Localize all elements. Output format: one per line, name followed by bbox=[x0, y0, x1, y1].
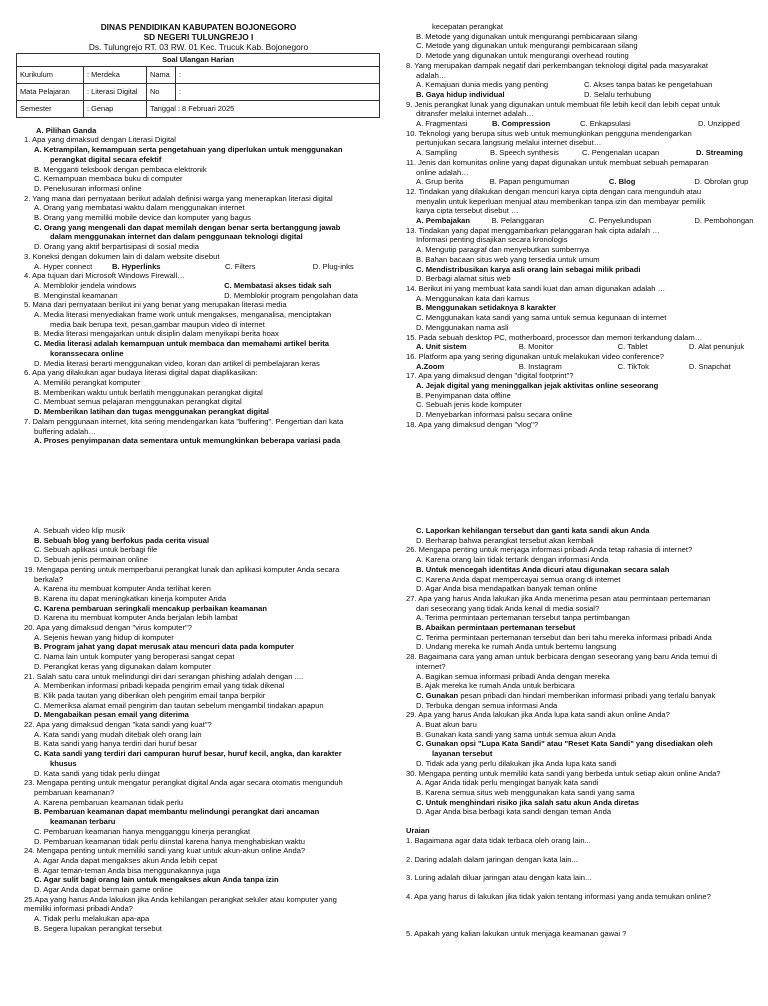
question-line: 2. Daring adalah dalam jaringan dengan kata lain... bbox=[406, 854, 578, 864]
answer-option: D. Unzipped bbox=[698, 119, 740, 129]
answer-line: C. Membuat semua pelajaran menggunakan perangkat digital bbox=[34, 397, 242, 407]
question-line: Uraian bbox=[406, 826, 430, 836]
answer-line: D. Agar Anda bisa berbagi kata sandi dengan teman Anda bbox=[416, 807, 612, 817]
answer-option: A. Hyper connect bbox=[34, 261, 93, 271]
answer-option: C. Pengenalan ucapan bbox=[582, 148, 660, 158]
answer-line: D. Menyebarkan informasi palsu secara online bbox=[416, 410, 573, 420]
question-line: 25.Apa yang harus Anda lakukan jika Anda kehilangan perangkat seluler atau komputer yang bbox=[24, 894, 337, 904]
answer-line: adalah… bbox=[416, 70, 447, 80]
answer-option-correct: C. Blog bbox=[608, 177, 636, 187]
question-line: 14. Berikut ini yang membuat kata sandi kuat dan aman digunakan adalah … bbox=[406, 283, 666, 293]
answer-options-row bbox=[398, 148, 758, 158]
answer-line-correct: C. Kata sandi yang terdiri dari campuran huruf besar, huruf kecil, angka, dan karakter bbox=[34, 749, 342, 759]
question-line: 19. Mengapa penting untuk memperbarui perangkat lunak dan aplikasi komputer Anda secara bbox=[24, 564, 340, 574]
answer-option: C. Penyelundupan bbox=[589, 216, 652, 226]
answer-line-correct: C. Mendistribusikan karya asli orang lain sebagai milik pribadi bbox=[416, 264, 641, 274]
question-line: 2. Yang mana dari pernyataan berikut adalah definisi warga yang menerapkan literasi digital bbox=[24, 193, 333, 203]
answer-line: A. Tidak perlu melakukan apa-apa bbox=[34, 914, 150, 924]
answer-options-row bbox=[398, 119, 758, 129]
column-3 bbox=[16, 526, 388, 934]
answer-line: B. Karena itu dapat meningkatkan kinerja komputer Anda bbox=[34, 593, 227, 603]
answer-line-correct: C. Karena pembaruan seringkali mencakup perbaikan keamanan bbox=[34, 603, 267, 613]
answer-option-correct: A.Zoom bbox=[416, 361, 445, 371]
answer-option: A. Fragmentasi bbox=[416, 119, 468, 129]
answer-line: A. Mengutip paragraf dan menyebutkan sumbernya bbox=[416, 245, 590, 255]
section-a-title: A. Pilihan Ganda bbox=[36, 125, 97, 135]
answer-line: B. Kata sandi yang hanya terdiri dari huruf besar bbox=[34, 739, 197, 749]
answer-line: B. Memberikan waktu untuk berlatih menggunakan perangkat digital bbox=[34, 387, 263, 397]
answer-line: C. Pembaruan keamanan hanya mengganggu kinerja perangkat bbox=[34, 826, 251, 836]
answer-line-correct: C. Orang yang mengenali dan dapat memilah dengan benar serta bertanggung jawab bbox=[34, 222, 341, 232]
answer-line-correct: B. Menggunakan setidaknya 8 karakter bbox=[416, 303, 557, 313]
question-line: 5. Mana dari pernyataan berikut ini yang benar yang merupakan literasi media bbox=[24, 300, 287, 310]
answer-line: A. Karena pembaruan keamanan tidak perlu bbox=[34, 797, 184, 807]
answer-line: A. Sebuah video klip musik bbox=[34, 526, 126, 535]
question-line: 11. Jenis dari komunitas online yang dapat digunakan untuk membuat sebuah pemaparan bbox=[406, 157, 709, 167]
answer-line: karya cipta tersebut disebut … bbox=[416, 206, 519, 216]
answer-option: B. Speech synthesis bbox=[490, 148, 559, 158]
column-4-questions bbox=[398, 526, 758, 938]
kurikulum-label: Kurikulum bbox=[17, 66, 84, 83]
answer-line: C. Metode yang digunakan untuk mengurangi pembicaraan silang bbox=[416, 41, 638, 51]
no-label: No bbox=[147, 83, 176, 100]
answer-line: berkala? bbox=[34, 574, 64, 584]
answer-line: B. Gunakan kata sandi yang sama untuk semua akun Anda bbox=[416, 729, 616, 739]
answer-line: D. Penelusuran informasi online bbox=[34, 183, 142, 193]
question-line: 23. Mengapa penting untuk mengatur perangkat digital Anda agar secara otomatis mengunduh bbox=[24, 778, 343, 788]
answer-line: A. Memberikan informasi pribadi kepada pengirim email yang tidak dikenal bbox=[34, 681, 285, 691]
answer-option: B. Monitor bbox=[518, 342, 554, 352]
answer-line: online adalah… bbox=[416, 167, 469, 177]
header-address: Ds. Tulungrejo RT. 03 RW. 01 Kec. Trucuk Kab. Bojonegoro bbox=[88, 42, 309, 52]
answer-option: C. TikTok bbox=[617, 361, 649, 371]
answer-option: A. Kemajuan dunia medis yang penting bbox=[416, 80, 549, 90]
answer-option: B. Pelanggaran bbox=[491, 216, 544, 226]
answer-option: D. Plug-inks bbox=[312, 261, 354, 271]
answer-option: A. Sampling bbox=[416, 148, 457, 158]
answer-line: C. Sebuah aplikasi untuk berbagi file bbox=[34, 545, 158, 555]
answer-option: B. Instagram bbox=[518, 361, 562, 371]
spacer bbox=[398, 883, 758, 892]
question-line: 4. Apa tujuan dari Microsoft Windows Firewall… bbox=[24, 271, 185, 281]
answer-line: D. Undang mereka ke rumah Anda untuk bertemu langsung bbox=[416, 642, 617, 652]
answer-line: pembaruan keamanan? bbox=[34, 787, 115, 797]
answer-line: D. Berharap bahwa perangkat tersebut akan kembali bbox=[416, 535, 594, 545]
answer-line: C. Memeriksa alamat email pengirim dan tautan sebelum mengambil tindakan apapun bbox=[34, 700, 324, 710]
column-2-questions bbox=[398, 22, 758, 430]
header-agency: DINAS PENDIDIKAN KABUPATEN BOJONEGORO bbox=[100, 22, 297, 32]
answer-option: B. Menginstal keamanan bbox=[34, 290, 118, 300]
question-line: 29. Apa yang harus Anda lakukan jika Anda lupa kata sandi akun online Anda? bbox=[406, 710, 670, 720]
answer-line: B. Orang yang memiliki mobile device dan komputer yang bagus bbox=[34, 213, 251, 223]
mapel-value: : Literasi Digital bbox=[84, 83, 147, 100]
header-school: SD NEGERI TULUNGREJO I bbox=[143, 32, 254, 42]
answer-option: D. Memblokir program pengolahan data bbox=[224, 290, 358, 300]
semester-label: Semester bbox=[17, 100, 84, 117]
nama-value: : bbox=[176, 66, 380, 83]
answer-option-correct: C. Membatasi akses tidak sah bbox=[224, 280, 332, 290]
question-line: memiliki informasi pribadi Anda? bbox=[24, 904, 133, 914]
exam-title: Soal Ulangan Harian bbox=[17, 54, 380, 67]
answer-line: buffering adalah… bbox=[34, 426, 96, 436]
answer-options-row bbox=[16, 281, 381, 291]
column-1-questions bbox=[16, 135, 381, 446]
answer-line-correct: B. Sebuah blog yang berfokus pada cerita visual bbox=[34, 535, 210, 545]
question-line: 18. Apa yang dimaksud dengan "vlog"? bbox=[406, 419, 539, 429]
spacer bbox=[398, 920, 758, 929]
question-line: 3. Koneksi dengan dokumen lain di dalam website disebut bbox=[24, 251, 220, 261]
answer-line: Informasi penting disajikan secara kronologis bbox=[416, 235, 568, 245]
answer-line: B. Karena semua situs web menggunakan kata sandi yang sama bbox=[416, 787, 635, 797]
kurikulum-value: : Merdeka bbox=[84, 66, 147, 83]
question-line: 22. Apa yang dimaksud dengan "kata sandi yang kuat"? bbox=[24, 720, 212, 730]
question-line: 24. Mengapa penting untuk memiliki sandi yang kuat untuk akun-akun online Anda? bbox=[24, 846, 306, 856]
spacer bbox=[398, 911, 758, 920]
spacer bbox=[398, 846, 758, 855]
question-line: 5. Apakah yang kalian lakukan untuk menjaga keamanan gawai ? bbox=[406, 928, 627, 938]
answer-options-row bbox=[16, 262, 381, 272]
question-line: 26. Mengapa penting untuk menjaga informasi pribadi Anda tetap rahasia di internet? bbox=[406, 545, 693, 555]
answer-line-correct: keamanan terbaru bbox=[50, 817, 116, 827]
answer-line: B. Bahan bacaan situs web yang tersedia untuk umum bbox=[416, 254, 600, 264]
answer-line-correct: C. Media literasi adalah kemampuan untuk membaca dan memahami artikel berita bbox=[34, 339, 329, 349]
question-line: 6. Apa yang dilakukan agar budaya literasi digital dapat diaplikasikan: bbox=[24, 368, 258, 378]
answer-line: B. Segera lupakan perangkat tersebut bbox=[34, 923, 162, 933]
exam-info-table bbox=[16, 53, 380, 118]
answer-line-correct: A. Ketrampilan, kemampuan serta pengetahuan yang diperlukan untuk menggunakan bbox=[34, 145, 343, 155]
answer-line-correct: C. Gunakan opsi "Lupa Kata Sandi" atau "Reset Kata Sandi" yang disediakan oleh bbox=[416, 739, 713, 749]
answer-option-correct: B. Gaya hidup individual bbox=[416, 89, 505, 99]
answer-line: A. Terima permintaan pertemanan tersebut tanpa pertimbangan bbox=[416, 613, 630, 623]
answer-line: A. Bagikan semua informasi pribadi Anda dengan mereka bbox=[416, 671, 610, 681]
answer-line-correct: B. Program jahat yang dapat merusak atau mencuri data pada komputer bbox=[34, 642, 294, 652]
mapel-label: Mata Pelajaran bbox=[17, 83, 84, 100]
answer-option-correct: A. Unit sistem bbox=[416, 342, 467, 352]
spacer bbox=[398, 817, 758, 826]
answer-line: D. Berbagi alamat situs web bbox=[416, 274, 511, 284]
answer-line: internet? bbox=[416, 661, 446, 671]
answer-options-row bbox=[398, 90, 758, 100]
answer-line-correct: layanan tersebut bbox=[432, 749, 493, 759]
answer-line: C. Gunakan pesan pribadi dan hindari memberikan informasi pribadi yang terlalu banyak bbox=[416, 690, 716, 700]
answer-options-row bbox=[398, 362, 758, 372]
question-line: 13. Tindakan yang dapat menggambarkan pelanggaran hak cipta adalah … bbox=[406, 225, 660, 235]
answer-line: A. Buat akun baru bbox=[416, 720, 477, 730]
answer-line: D. Tidak ada yang perlu dilakukan jika Anda lupa kata sandi bbox=[416, 758, 617, 768]
answer-line: A. Sejenis hewan yang hidup di komputer bbox=[34, 632, 174, 642]
question-line: 1. Bagaimana agar data tidak terbaca oleh orang lain... bbox=[406, 835, 591, 845]
answer-line-correct: B. Pembaruan keamanan dapat membantu melindungi perangkat dari ancaman bbox=[34, 807, 320, 817]
answer-line: kecepatan perangkat bbox=[432, 22, 503, 31]
column-1 bbox=[16, 22, 381, 446]
answer-line-correct: dalam menggunakan internet dan dalam penggunaan teknologi digital bbox=[50, 232, 303, 242]
column-2 bbox=[398, 22, 758, 430]
answer-line-correct: B. Abaikan permintaan pertemanan tersebut bbox=[416, 623, 576, 633]
answer-option: A. Memblokir jendela windows bbox=[34, 280, 137, 290]
question-line: 12. Tindakan yang dilakukan dengan mencuri karya cipta dengan cara mengunduh atau bbox=[406, 186, 702, 196]
answer-line: A. Memiliki perangkat komputer bbox=[34, 377, 141, 387]
answer-line: A. Agar Anda tidak perlu mengingat banyak kata sandi bbox=[416, 778, 599, 788]
answer-option: C. Filters bbox=[225, 261, 256, 271]
answer-line: B. Ajak mereka ke rumah Anda untuk berbicara bbox=[416, 681, 575, 691]
column-3-questions bbox=[16, 526, 388, 934]
answer-line: D. Perangkat keras yang digunakan dalam komputer bbox=[34, 661, 212, 671]
answer-line: B. Klik pada tautan yang diberikan oleh pengirim email tanpa berpikir bbox=[34, 690, 266, 700]
answer-line: pertunjukan secara langsung melalui internet disebut… bbox=[416, 138, 602, 148]
answer-line: dari seseorang yang tidak Anda kenal di media sosial? bbox=[416, 603, 600, 613]
answer-line: C. Sebuah jenis kode komputer bbox=[416, 400, 522, 410]
question-line: 17. Apa yang dimaksud dengan "digital footprint"? bbox=[406, 371, 574, 381]
answer-line-correct: C. Agar sulit bagi orang lain untuk mengakses akun Anda tanpa izin bbox=[34, 875, 279, 885]
question-line: 15. Pada sebuah desktop PC, motherboard, processor dan memori terkandung dalam… bbox=[406, 332, 703, 342]
answer-line: C. Terima permintaan pertemanan tersebut dan beri tahu mereka informasi pribadi Anda bbox=[416, 632, 712, 642]
question-line: 28. Bagaimana cara yang aman untuk berbicara dengan seseorang yang baru Anda temui di bbox=[406, 652, 718, 662]
answer-line: A. Karena orang lain tidak tertarik dengan informasi Anda bbox=[416, 555, 609, 565]
answer-options-row bbox=[398, 342, 758, 352]
tanggal: Tanggal : 8 Februari 2025 bbox=[147, 100, 380, 117]
answer-line-correct: A. Jejak digital yang meninggalkan jejak aktivitas online seseorang bbox=[416, 381, 659, 391]
question-line: 7. Dalam penggunaan internet, kita sering mendengarkan kata "buffering". Pengertian dari kata bbox=[24, 416, 344, 426]
answer-line-correct: khusus bbox=[50, 758, 77, 768]
answer-line: ditransfer melalui internet adalah… bbox=[416, 109, 534, 119]
answer-option-correct: B. Hyperlinks bbox=[111, 261, 161, 271]
answer-line-correct: C. Untuk menghindari risiko jika salah satu akun Anda diretas bbox=[416, 797, 639, 807]
answer-line: D. Orang yang aktif berpartisipasi di sosial media bbox=[34, 242, 200, 252]
answer-options-row bbox=[16, 291, 381, 301]
answer-option-correct: D. Streaming bbox=[696, 148, 743, 158]
answer-option: B. Papan pengumuman bbox=[489, 177, 570, 187]
answer-line: D. Terbuka dengan semua informasi Anda bbox=[416, 700, 558, 710]
answer-option: A. Grup berita bbox=[416, 177, 464, 187]
answer-line-correct: D. Mengabaikan pesan email yang diterima bbox=[34, 710, 189, 720]
answer-line: media baik berupa text, pesan,gambar maupun video di internet bbox=[50, 319, 265, 329]
answer-line: D. Metode yang digunakan untuk mengurangi overhead routing bbox=[416, 51, 629, 61]
answer-line: B. Mengganti teksbook dengan pembaca elektronik bbox=[34, 164, 207, 174]
answer-line: C. Kemampuan membaca buku di computer bbox=[34, 174, 183, 184]
answer-option: C. Akses tanpa batas ke pengetahuan bbox=[584, 80, 713, 90]
answer-line: B. Penyimpanan data offline bbox=[416, 390, 511, 400]
answer-option: D. Selalu terhubung bbox=[584, 89, 652, 99]
answer-line: B. Agar teman-teman Anda bisa menggunakannya juga bbox=[34, 865, 221, 875]
answer-option: D. Snapchat bbox=[688, 361, 731, 371]
answer-line: D. Karena itu membuat komputer Anda berjalan lebih lambat bbox=[34, 613, 238, 623]
answer-line-correct: koranssecara online bbox=[50, 348, 124, 358]
answer-line: D. Agar Anda bisa mendapatkan banyak teman online bbox=[416, 584, 598, 594]
answer-option-correct: A. Pembajakan bbox=[416, 216, 471, 226]
answer-line: A. Orang yang membatasi waktu dalam menggunakan internet bbox=[34, 203, 245, 213]
answer-option: C. Tablet bbox=[617, 342, 648, 352]
column-4 bbox=[398, 526, 758, 938]
answer-option: D. Pembohongan bbox=[694, 216, 754, 226]
question-line: 21. Salah satu cara untuk melindungi diri dari serangan phishing adalah dengan .... bbox=[24, 671, 304, 681]
question-line: 30. Mengapa penting untuk memiliki kata sandi yang berbeda untuk setiap akun online Anda? bbox=[406, 768, 721, 778]
question-line: 1. Apa yang dimaksud dengan Literasi Digital bbox=[24, 135, 176, 145]
answer-line: C. Menggunakan kata sandi yang sama untuk semua kegunaan di internet bbox=[416, 313, 667, 323]
question-line: 9. Jenis perangkat lunak yang digunakan untuk membuat file lebih kecil dan lebih cepat untuk bbox=[406, 99, 721, 109]
answer-options-row bbox=[398, 177, 758, 187]
question-line: 3. Luring adalah diluar jaringan atau dengan kata lain... bbox=[406, 873, 592, 883]
answer-line: A. Agar Anda dapat mengakses akun Anda lebih cepat bbox=[34, 855, 218, 865]
answer-line-correct: A. Proses penyimpanan data sementara untuk memungkinkan beberapa variasi pada bbox=[34, 436, 341, 446]
semester-value: : Genap bbox=[84, 100, 147, 117]
answer-line-correct: D. Memberikan latihan dan tugas menggunakan perangkat digital bbox=[34, 407, 270, 417]
answer-options-row bbox=[398, 216, 758, 226]
answer-line: C. Nama lain untuk komputer yang beroperasi sangat cepat bbox=[34, 652, 235, 662]
answer-line: C. Karena Anda dapat mempercayai semua orang di internet bbox=[416, 574, 621, 584]
answer-line: D. Kata sandi yang tidak perlu diingat bbox=[34, 768, 160, 778]
answer-option: D. Obrolan grup bbox=[694, 177, 749, 187]
answer-line-correct: B. Untuk mencegah identitas Anda dicuri atau digunakan secara salah bbox=[416, 564, 670, 574]
answer-line: A. Media literasi menyediakan frame work untuk mengakses, menganalisa, menciptakan bbox=[34, 310, 332, 320]
answer-option: D. Alat penunjuk bbox=[688, 342, 745, 352]
answer-line: D. Pembaruan keamanan tidak perlu diinstal karena hanya menghabiskan waktu bbox=[34, 836, 306, 846]
answer-line: D. Sebuah jenis permainan online bbox=[34, 555, 148, 565]
question-line: 27. Apa yang harus Anda lakukan jika Anda menerima pesan atau permintaan pertemanan bbox=[406, 593, 711, 603]
answer-line: A. Kata sandi yang mudah ditebak oleh orang lain bbox=[34, 729, 202, 739]
answer-option: C. Enkapsulasi bbox=[580, 119, 631, 129]
answer-line: D. Media literasi berarti menggunakan video, koran dan artikel di pembelajaran keras bbox=[34, 358, 320, 368]
spacer bbox=[398, 902, 758, 911]
nama-label: Nama bbox=[147, 66, 176, 83]
answer-line: A. Menggunakan kata dari kamus bbox=[416, 293, 530, 303]
answer-line: D. Agar Anda dapat bermain game online bbox=[34, 885, 173, 895]
answer-line-correct: perangkat digital secara efektif bbox=[50, 154, 162, 164]
answer-options-row bbox=[398, 80, 758, 90]
spacer bbox=[398, 864, 758, 873]
question-line: 20. Apa yang dimaksud dengan "virus komputer"? bbox=[24, 623, 192, 633]
question-line: 8. Yang merupakan dampak negatif dari perkembangan teknologi digital pada masyarakat bbox=[406, 60, 708, 70]
answer-line: B. Metode yang digunakan untuk mengurangi pembicaraan silang bbox=[416, 31, 638, 41]
question-line: 16. Platform apa yang sering digunakan untuk melakukan video conference? bbox=[406, 351, 664, 361]
answer-line: B. Media literasi mengajarkan untuk disiplin dalam menyikapi berita hoax bbox=[34, 329, 279, 339]
answer-line-correct: C. Laporkan kehilangan tersebut dan ganti kata sandi akun Anda bbox=[416, 526, 650, 535]
question-line: 10. Teknologi yang berupa situs web untuk memungkinkan pengguna mendengarkan bbox=[406, 128, 692, 138]
answer-line: D. Menggunakan nama asli bbox=[416, 322, 509, 332]
answer-option-correct: B. Compression bbox=[492, 119, 551, 129]
question-line: 4. Apa yang harus di lakukan jika tidak yakin tentang informasi yang anda temukan online? bbox=[406, 891, 711, 901]
no-value: : bbox=[176, 83, 380, 100]
answer-line: A. Karena itu membuat komputer Anda terlihat keren bbox=[34, 584, 211, 594]
answer-line: menyalin untuk keperluan menjual atau memberikan tanpa izin dan membayar pemilik bbox=[416, 196, 706, 206]
